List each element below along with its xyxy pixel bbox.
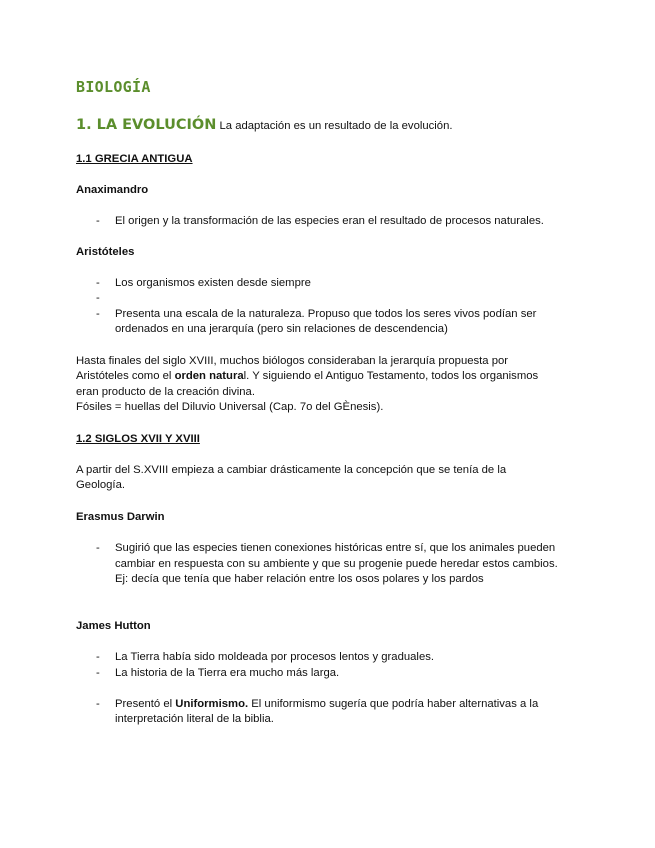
bullet: - xyxy=(96,542,100,554)
list-item-continuation: cambiar en respuesta con su ambiente y que su progenie puede heredar estos cambios. xyxy=(115,558,558,570)
list-item: La Tierra había sido moldeada por procesos lentos y graduales. xyxy=(115,651,435,663)
bullet: - xyxy=(96,651,100,663)
paragraph-line: A partir del S.XVIII empieza a cambiar drásticamente la concepción que se tenía de la xyxy=(76,464,507,476)
list-item-text: El uniformismo sugería que podría haber alternativas a la xyxy=(248,698,539,710)
list-item-continuation: Ej: decía que tenía que haber relación entre los osos polares y los pardos xyxy=(115,573,484,585)
list-item: Presenta una escala de la naturaleza. Propuso que todos los seres vivos podían ser xyxy=(115,308,537,320)
paragraph-line: Hasta finales del siglo XVIII, muchos biólogos consideraban la jerarquía propuesta por xyxy=(76,355,509,367)
person-erasmus-darwin: Erasmus Darwin xyxy=(76,511,165,523)
bullet: - xyxy=(96,698,100,710)
list-item-text: Presentó el xyxy=(115,698,176,710)
person-aristoteles: Aristóteles xyxy=(76,246,135,258)
section-1-note: La adaptación es un resultado de la evolución. xyxy=(219,120,453,132)
section-1-heading: 1. LA EVOLUCIÓN xyxy=(76,117,217,133)
paragraph-line: Fósiles = huellas del Diluvio Universal (Cap. 7o del GÈnesis). xyxy=(76,401,384,413)
document-title: BIOLOGÍA xyxy=(76,78,151,96)
person-anaximandro: Anaximandro xyxy=(76,184,149,196)
bullet: - xyxy=(96,308,100,320)
paragraph-bold: orden natura xyxy=(174,370,244,382)
paragraph-text: Aristóteles como el xyxy=(76,370,175,382)
list-item-continuation: interpretación literal de la biblia. xyxy=(115,713,274,725)
paragraph-line: eran producto de la creación divina. xyxy=(76,386,255,398)
person-james-hutton: James Hutton xyxy=(76,620,151,632)
paragraph-text: l. Y siguiendo el Antiguo Testamento, todos los organismos xyxy=(243,370,539,382)
subsection-1-1-heading: 1.1 GRECIA ANTIGUA xyxy=(76,153,193,165)
bullet: - xyxy=(96,277,100,289)
subsection-1-2-heading: 1.2 SIGLOS XVII Y XVIII xyxy=(76,433,200,445)
bullet: - xyxy=(96,215,100,227)
paragraph-line: Geología. xyxy=(76,479,125,491)
list-item: Los organismos existen desde siempre xyxy=(115,277,311,289)
list-item-continuation: ordenados en una jerarquía (pero sin relaciones de descendencia) xyxy=(115,323,448,335)
list-item: Sugirió que las especies tienen conexiones históricas entre sí, que los animales pueden xyxy=(115,542,556,554)
paragraph-line xyxy=(76,369,538,385)
list-item xyxy=(115,697,538,713)
list-item-bold: Uniformismo. xyxy=(175,698,249,710)
bullet: - xyxy=(96,667,100,679)
bullet: - xyxy=(96,292,100,304)
list-item: El origen y la transformación de las especies eran el resultado de procesos naturales. xyxy=(115,215,544,227)
section-1-heading-line xyxy=(76,118,453,135)
list-item: La historia de la Tierra era mucho más larga. xyxy=(115,667,340,679)
